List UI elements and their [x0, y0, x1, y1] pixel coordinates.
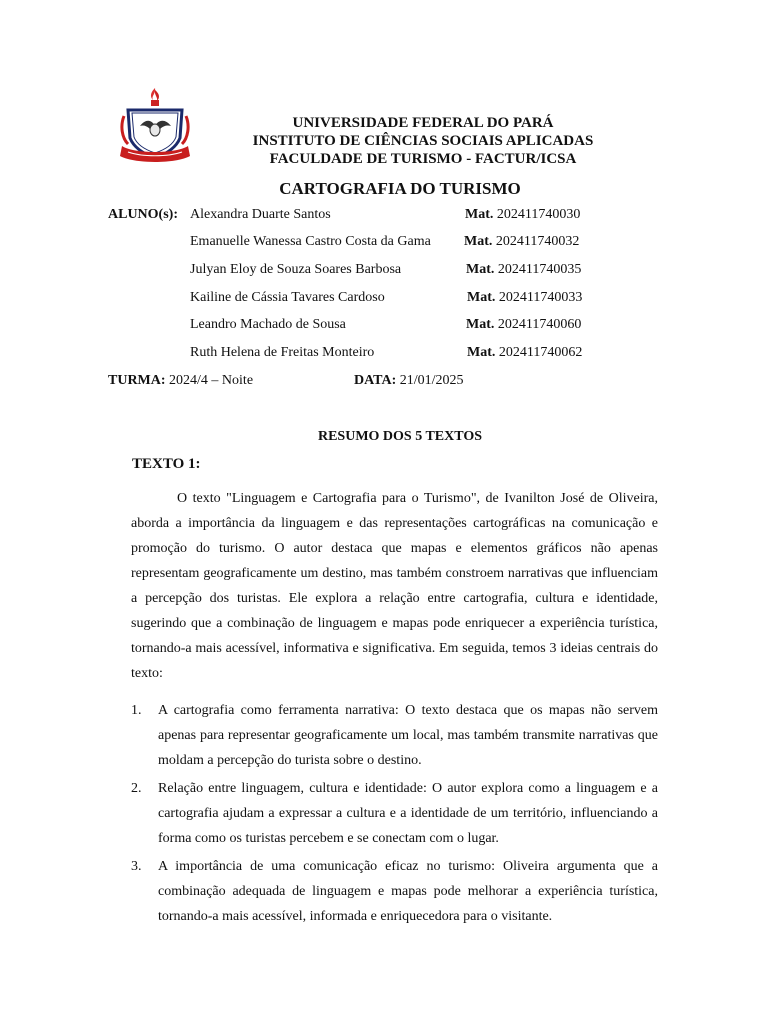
data-value: 21/01/2025	[399, 373, 464, 388]
mat-label: Mat.	[466, 262, 495, 277]
mat-number: 202411740060	[497, 317, 582, 332]
student-mat	[466, 262, 581, 278]
mat-number: 202411740033	[498, 290, 583, 305]
list-number: 1.	[131, 703, 142, 718]
mat-number: 202411740035	[497, 262, 582, 277]
turma-value: 2024/4 – Noite	[169, 373, 254, 388]
institute-name: INSTITUTO DE CIÊNCIAS SOCIAIS APLICADAS	[252, 133, 594, 149]
data-field	[354, 373, 464, 389]
course-title: CARTOGRAFIA DO TURISMO	[279, 179, 521, 198]
mat-label: Mat.	[467, 345, 496, 360]
list-text: A importância de uma comunicação eficaz no turismo: Oliveira argumenta que a combinação adequada de linguagem e mapas pode melhorar a experiência turística, tornando-a mais acessível, informada e enriquecedora para o visitante.	[158, 859, 658, 924]
turma-label: TURMA:	[108, 373, 166, 388]
ideas-list	[131, 698, 658, 932]
data-label: DATA:	[354, 373, 397, 388]
section-title: RESUMO DOS 5 TEXTOS	[317, 429, 483, 444]
student-name: Alexandra Duarte Santos	[190, 207, 331, 222]
list-item	[131, 776, 658, 851]
student-name: Kailine de Cássia Tavares Cardoso	[190, 290, 385, 305]
university-seal-icon	[118, 86, 192, 168]
student-name: Leandro Machado de Sousa	[190, 317, 346, 332]
list-item	[131, 854, 658, 929]
student-mat	[466, 317, 581, 333]
texto-label: TEXTO 1:	[132, 456, 201, 472]
mat-number: 202411740062	[498, 345, 583, 360]
mat-label: Mat.	[466, 317, 495, 332]
student-mat	[467, 290, 582, 306]
student-name: Emanuelle Wanessa Castro Costa da Gama	[190, 234, 431, 249]
list-item	[131, 698, 658, 773]
students-label: ALUNO(s):	[108, 207, 178, 222]
mat-label: Mat.	[467, 290, 496, 305]
mat-number: 202411740030	[496, 207, 581, 222]
list-number: 3.	[131, 859, 142, 874]
list-text: A cartografia como ferramenta narrativa: O texto destaca que os mapas não servem apenas para representar geograficamente um local, mas também transmite narrativas que moldam a percepção do turista sobre o destino.	[158, 703, 658, 768]
student-name: Julyan Eloy de Souza Soares Barbosa	[190, 262, 402, 277]
student-mat	[465, 207, 580, 223]
list-number: 2.	[131, 781, 142, 796]
turma-field	[108, 373, 253, 389]
summary-paragraph: O texto "Linguagem e Cartografia para o Turismo", de Ivanilton José de Oliveira, aborda a importância da linguagem e das representações cartográficas na comunicação e promoção do turismo. O autor destaca que mapas e elementos gráficos não apenas representam geograficamente um destino, mas também constroem narrativas que influenciam a percepção dos turistas. Ele explora a relação entre cartografia, cultura e identidade, sugerindo que a combinação de linguagem e mapas pode enriquecer a experiência turística, tornando-a mais acessível, informativa e significativa. Em seguida, temos 3 ideias centrais do texto:	[131, 491, 658, 681]
mat-label: Mat.	[464, 234, 493, 249]
list-text: Relação entre linguagem, cultura e identidade: O autor explora como a linguagem e a cartografia ajudam a expressar a cultura e a identidade de um território, influenciando a forma como os turistas percebem e se conectam com o lugar.	[158, 781, 658, 846]
student-mat	[464, 234, 579, 250]
mat-label: Mat.	[465, 207, 494, 222]
university-name: UNIVERSIDADE FEDERAL DO PARÁ	[292, 115, 554, 131]
faculty-name: FACULDADE DE TURISMO - FACTUR/ICSA	[269, 151, 577, 167]
student-name: Ruth Helena de Freitas Monteiro	[190, 345, 375, 360]
mat-number: 202411740032	[495, 234, 580, 249]
student-mat	[467, 345, 582, 361]
